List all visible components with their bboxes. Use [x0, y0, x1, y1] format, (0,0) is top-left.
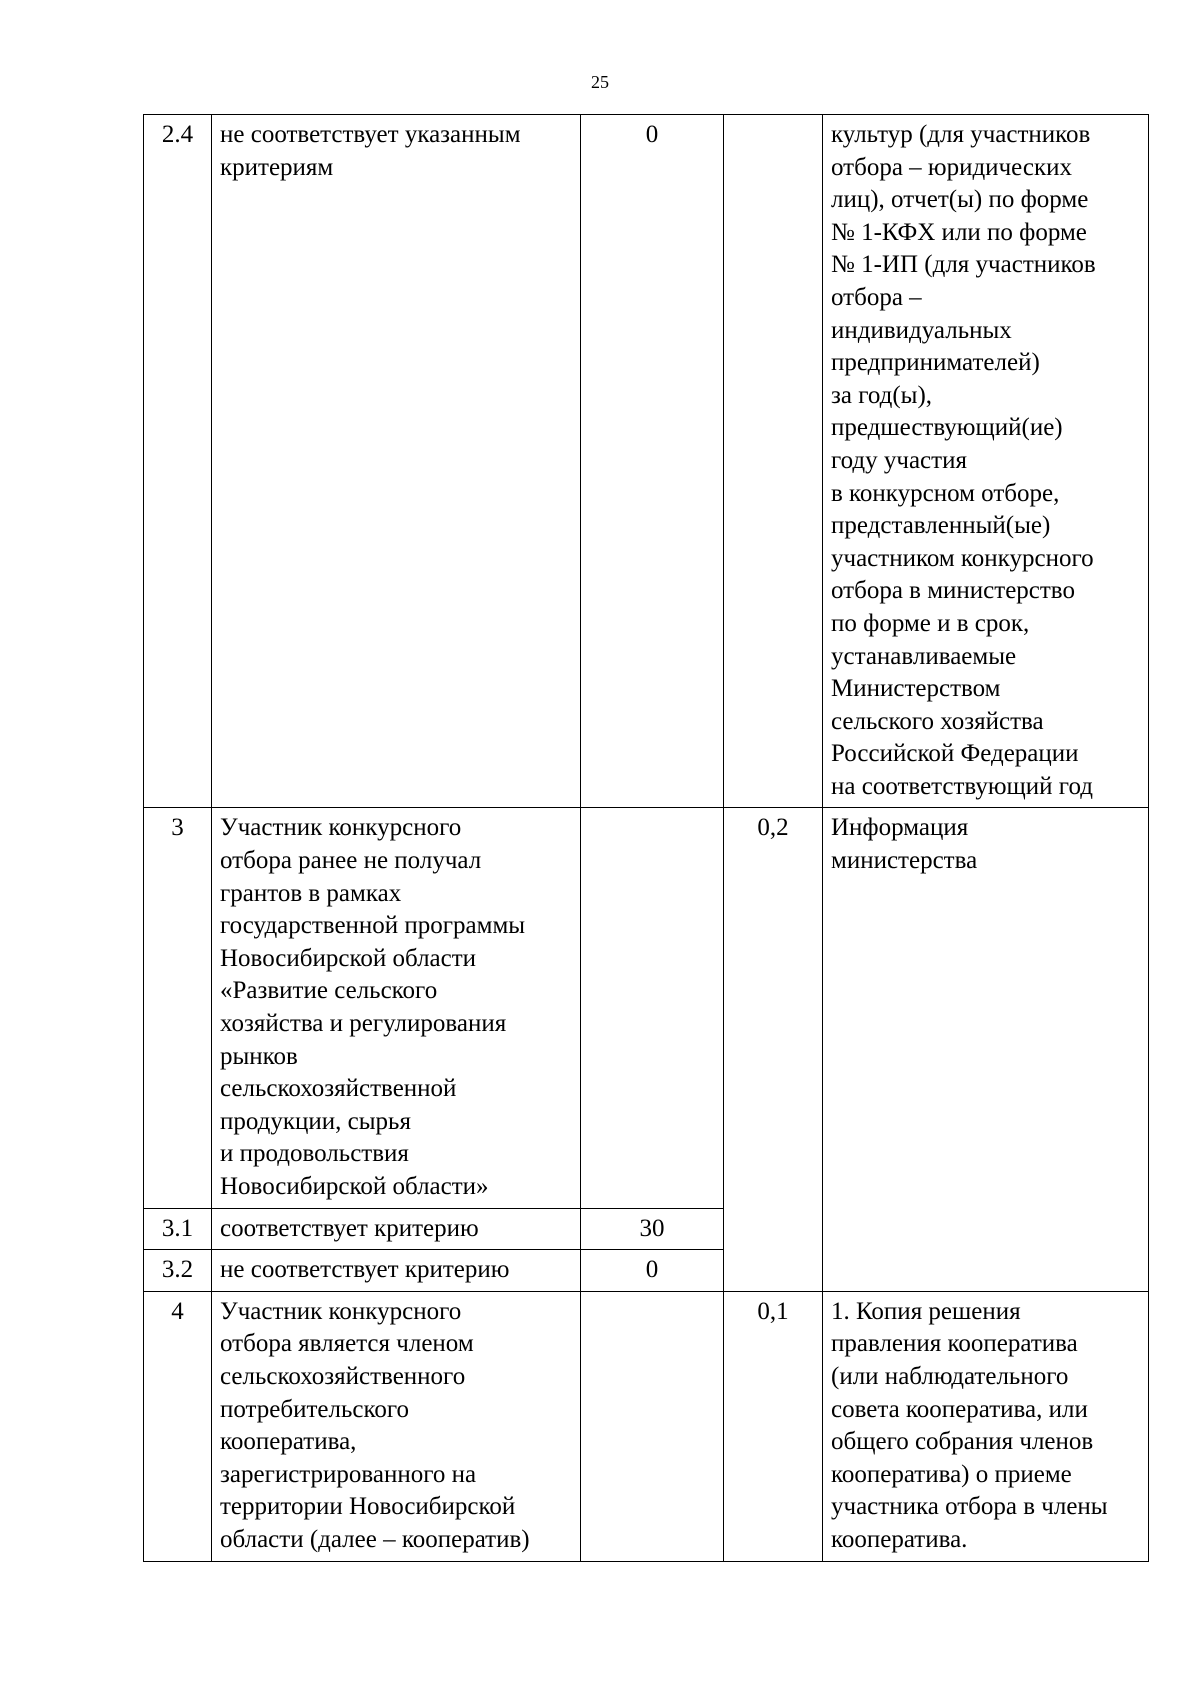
- source-document-text: Информация министерства: [823, 808, 1149, 1291]
- page-number: 25: [591, 72, 609, 92]
- row-number: 3.1: [144, 1208, 212, 1250]
- weight-value: [724, 115, 823, 808]
- criteria-table: [143, 114, 1149, 1562]
- row-number: 3: [144, 808, 212, 1208]
- table-row: [144, 1291, 1149, 1561]
- score-value: 0: [581, 115, 724, 808]
- row-number: 2.4: [144, 115, 212, 808]
- score-value: 0: [581, 1250, 724, 1292]
- weight-value: 0,1: [724, 1291, 823, 1561]
- criterion-text: не соответствует указанным критериям: [212, 115, 581, 808]
- criterion-text: не соответствует критерию: [212, 1250, 581, 1292]
- score-value: [581, 808, 724, 1208]
- table-row: [144, 808, 1149, 1208]
- table-row: [144, 115, 1149, 808]
- criterion-text: соответствует критерию: [212, 1208, 581, 1250]
- criterion-text: Участник конкурсного отбора является членом сельскохозяйственного потребительского кооператива, зарегистрированного на территории Новосибирской области (далее – кооператив): [212, 1291, 581, 1561]
- score-value: 30: [581, 1208, 724, 1250]
- weight-value: 0,2: [724, 808, 823, 1291]
- row-number: 4: [144, 1291, 212, 1561]
- source-document-text: культур (для участников отбора – юридических лиц), отчет(ы) по форме № 1-КФХ или по форме № 1-ИП (для участников отбора – индивидуальных предпринимателей) за год(ы), предшествующий(ие) году участия в конкурсном отборе, представленный(ые) участником конкурсного отбора в министерство по форме и в срок, устанавливаемые Министерством сельского хозяйства Российской Федерации на соответствующий год: [823, 115, 1149, 808]
- score-value: [581, 1291, 724, 1561]
- row-number: 3.2: [144, 1250, 212, 1292]
- criterion-text: Участник конкурсного отбора ранее не получал грантов в рамках государственной программы Новосибирской области «Развитие сельского хозяйства и регулирования рынков сельскохозяйственной продукции, сырья и продовольствия Новосибирской области»: [212, 808, 581, 1208]
- source-document-text: 1. Копия решения правления кооператива (или наблюдательного совета кооператива, или общего собрания членов кооператива) о приеме участника отбора в члены кооператива.: [823, 1291, 1149, 1561]
